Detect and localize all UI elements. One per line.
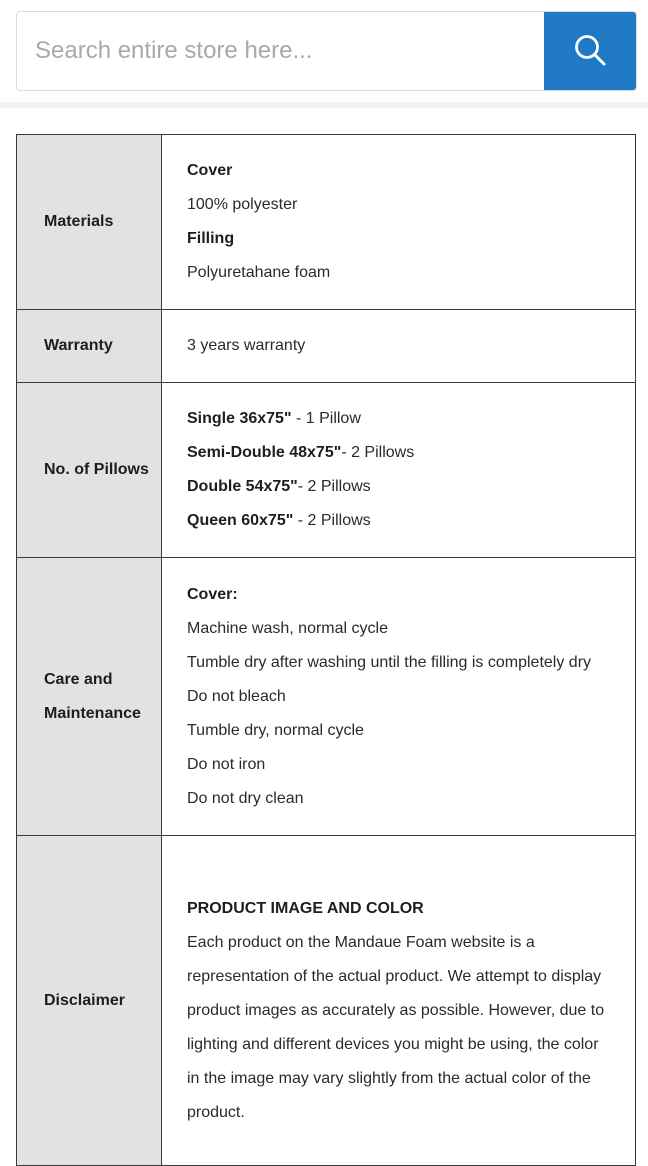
spec-label-materials: Materials [17,135,162,310]
spec-text: Polyuretahane foam [187,264,331,281]
search-bar [0,0,648,108]
spec-row-pillows [17,383,636,558]
spec-row-care [17,558,636,836]
spec-label-care [17,558,162,836]
pillow-size-line [187,470,635,504]
care-instruction: Tumble dry, normal cycle [187,721,364,739]
care-instruction: Tumble dry after washing until the filling is completely dry [187,653,592,671]
search-input[interactable] [17,12,545,90]
spec-row-disclaimer [17,836,636,1166]
care-instruction: Do not dry clean [187,789,304,807]
spec-value-care [162,558,636,836]
pillow-count: - 2 Pillows [341,444,415,461]
pillow-count: - 1 Pillow [291,410,361,427]
spec-subheading: Cover: [187,585,238,603]
spec-subheading: Filling [187,230,235,247]
disclaimer-text [187,872,635,1130]
pillow-count: - 2 Pillows [297,478,371,495]
spec-value-materials [162,135,636,310]
disclaimer-heading: PRODUCT IMAGE AND COLOR [187,899,424,917]
spec-label-pillows: No. of Pillows [17,383,162,558]
care-instruction: Machine wash, normal cycle [187,619,388,637]
spec-value-disclaimer [162,836,636,1166]
pillow-count: - 2 Pillows [293,512,371,529]
spec-label-warranty: Warranty [17,310,162,383]
disclaimer-line: lighting and different devices you might be using, the color [187,1035,599,1053]
disclaimer-line: product images as accurately as possible. However, due to [187,1001,605,1019]
size-name: Semi-Double 48x75" [187,444,342,461]
pillow-size-line [187,436,635,470]
spec-value-pillows [162,383,636,558]
product-specs-table [16,134,636,1166]
spec-label-disclaimer: Disclaimer [17,836,162,1166]
label-line: Maintenance [44,704,141,722]
search-icon [573,33,607,70]
size-name: Queen 60x75" [187,512,294,529]
disclaimer-line: product. [187,1103,245,1121]
spec-subheading: Cover [187,162,233,179]
spec-text: 100% polyester [187,196,298,213]
spec-row-materials [17,135,636,310]
care-instruction: Do not bleach [187,687,286,705]
pillow-size-line [187,504,635,538]
size-name: Single 36x75" [187,410,292,427]
size-name: Double 54x75" [187,478,298,495]
pillow-size-line [187,402,635,436]
spec-value-warranty: 3 years warranty [162,310,636,383]
spec-row-warranty [17,310,636,383]
search-box [16,11,637,91]
label-line: Care and [44,670,113,688]
care-instruction: Do not iron [187,755,266,773]
disclaimer-line: Each product on the Mandaue Foam website is a [187,933,535,951]
disclaimer-line: representation of the actual product. We attempt to display [187,967,602,985]
search-button[interactable] [544,12,636,90]
disclaimer-line: in the image may vary slightly from the actual color of the [187,1069,591,1087]
